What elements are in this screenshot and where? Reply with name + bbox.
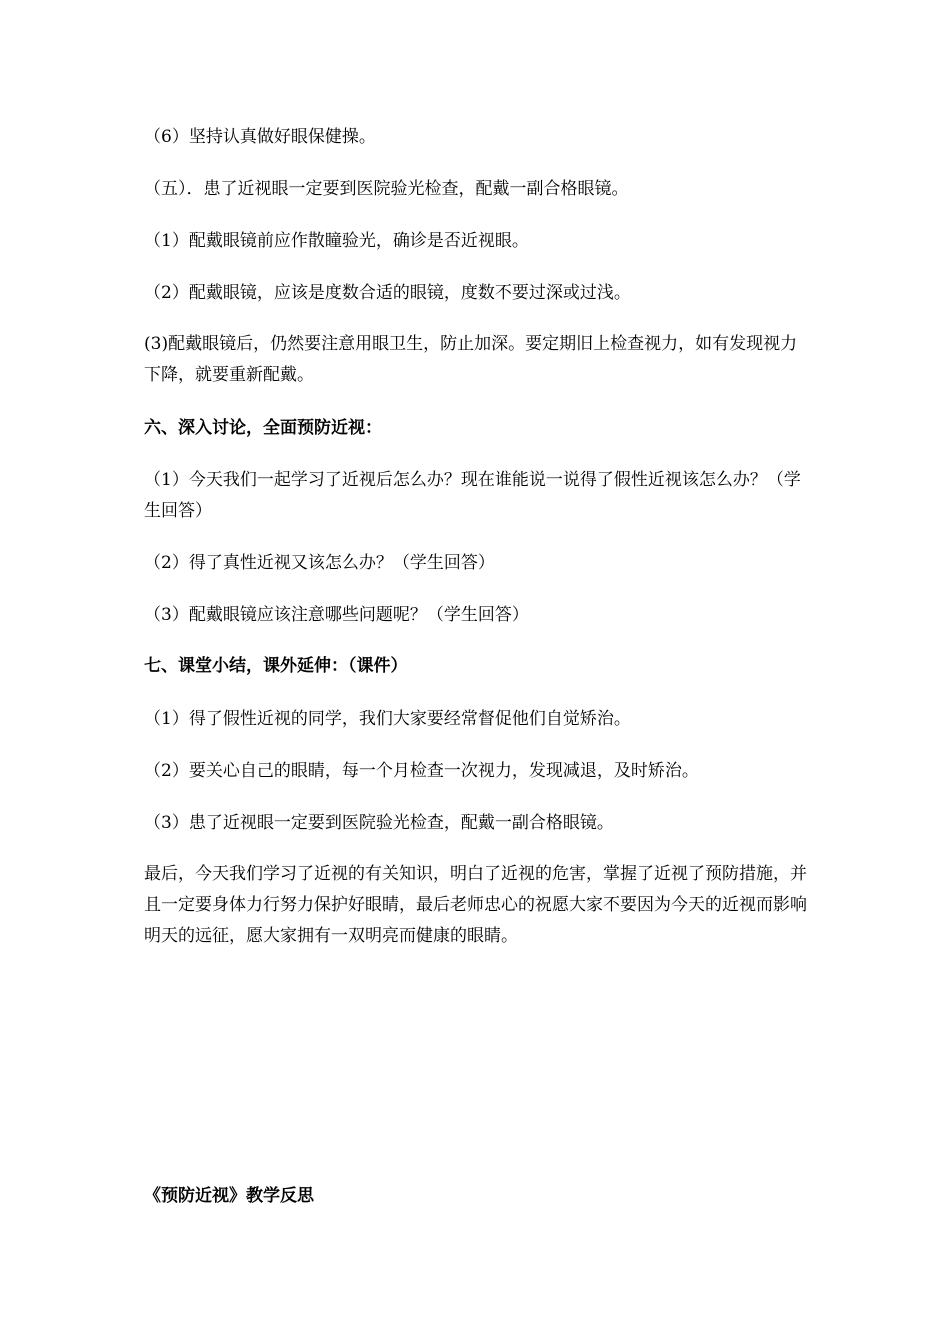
paragraph-item-1: （1）配戴眼镜前应作散瞳验光，确诊是否近视眼。 [144,231,529,251]
section-six-heading: 六、深入讨论，全面预防近视： [144,418,382,438]
paragraph-item-2: （2）配戴眼镜，应该是度数合适的眼镜，度数不要过深或过浅。 [144,283,631,303]
summary-item-2: （2）要关心自己的眼睛，每一个月检查一次视力，发现减退，及时矫治。 [144,761,699,781]
closing-paragraph: 最后，今天我们学习了近视的有关知识，明白了近视的危害，掌握了近视了预防措施，并且一定要身体力行努力保护好眼睛，最后老师忠心的祝愿大家不要因为今天的近视而影响明天的远征，愿大家拥有一双明亮而健康的眼睛。 [144,864,807,946]
section-five-heading: （五）．患了近视眼一定要到医院验光检查，配戴一副合格眼镜。 [144,179,629,199]
paragraph-item-6: （6）坚持认真做好眼保健操。 [144,127,376,147]
discussion-item-2: （2）得了真性近视又该怎么办？（学生回答） [144,553,495,573]
summary-item-1: （1）得了假性近视的同学，我们大家要经常督促他们自觉矫治。 [144,709,631,729]
reflection-title: 《预防近视》教学反思 [144,1186,314,1206]
section-seven-heading: 七、课堂小结，课外延伸：（课件） [144,656,408,676]
discussion-item-3: （3）配戴眼镜应该注意哪些问题呢？（学生回答） [144,605,529,625]
discussion-item-1: （1）今天我们一起学习了近视后怎么办？现在谁能说一说得了假性近视该怎么办？（学生回答） [144,470,801,521]
paragraph-item-3: (3)配戴眼镜后，仍然要注意用眼卫生，防止加深。要定期旧上检查视力，如有发现视力下降，就要重新配戴。 [144,334,798,385]
summary-item-3: （3）患了近视眼一定要到医院验光检查，配戴一副合格眼镜。 [144,813,614,833]
